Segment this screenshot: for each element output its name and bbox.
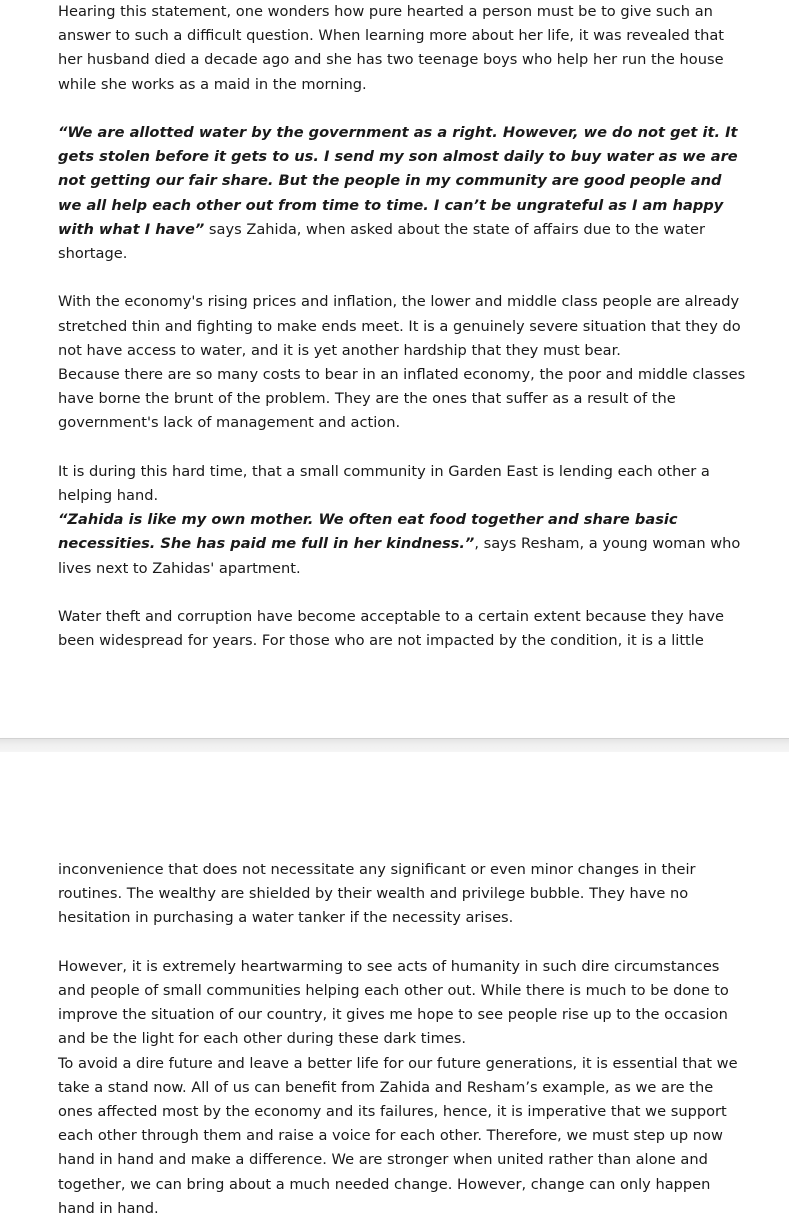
- paragraph-call-to-action: To avoid a dire future and leave a better life for our future generations, it is essential that we take a stand now. All of us can benefit from Zahida and Resham’s example, as we are the ones affected most by the economy and its failures, hence, it is imperative that we support each other through them and raise a voice for each other. Therefore, we must step up now hand in hand and make a difference. We are stronger when united rather than alone and together, we can bring about a much needed change. However, change can only happen hand in hand.: [58, 1054, 738, 1217]
- zahida-quote-attribution: says Zahida, when asked about the state of affairs due to the water shortage.: [58, 220, 705, 263]
- resham-quote-attribution: , says Resham, a young woman who lives next to Zahidas' apartment.: [58, 535, 741, 577]
- paragraph-resham-quote: [58, 508, 748, 581]
- paragraph-garden-east: It is during this hard time, that a small community in Garden East is lending each other a helping hand.: [58, 462, 710, 505]
- zahida-quote: “We are allotted water by the government as a right. However, we do not get it. It gets stolen before it gets to us. I send my son almost daily to buy water as we are not getting our fair share. But the people in my community are good people and we all help each other out from time to time. I can’t be ungrateful as I am happy with what I have”: [58, 124, 738, 238]
- paragraph-inconvenience: inconvenience that does not necessitate any significant or even minor changes in their routines. The wealthy are shielded by their wealth and privilege bubble. They have no hesitation in purchasing a water tanker if the necessity arises.: [58, 861, 696, 927]
- paragraph-costs: Because there are so many costs to bear in an inflated economy, the poor and middle classes have borne the brunt of the problem. They are the ones that suffer as a result of the government's lack of management and action.: [58, 366, 746, 432]
- page-break-divider: [0, 738, 789, 753]
- paragraph-zahida-background: Hearing this statement, one wonders how pure hearted a person must be to give such an answer to such a difficult question. When learning more about her life, it was revealed that her husband died a decade ago and she has two teenage boys who help her run the house while she works as a maid in the morning.: [58, 3, 725, 93]
- document-page-2: [0, 752, 789, 1217]
- paragraph-heartwarming: However, it is extremely heartwarming to see acts of humanity in such dire circumstances and people of small communities helping each other out. While there is much to be done to improve the situation of our country, it gives me hope to see people rise up to the occasion and be the light for each other during these dark times.: [58, 957, 729, 1048]
- page-1-body: [58, 0, 748, 653]
- page-2-body: [58, 858, 748, 1221]
- paragraph-zahida-quote: [58, 121, 748, 266]
- resham-quote: “Zahida is like my own mother. We often eat food together and share basic necessities. She has paid me full in her kindness.”: [58, 511, 678, 553]
- paragraph-inflation: With the economy's rising prices and inflation, the lower and middle class people are already stretched thin and fighting to make ends meet. It is a genuinely severe situation that they do not have access to water, and it is yet another hardship that they must bear.: [58, 293, 741, 359]
- paragraph-water-theft: Water theft and corruption have become acceptable to a certain extent because they have been widespread for years. For those who are not impacted by the condition, it is a little: [58, 608, 725, 650]
